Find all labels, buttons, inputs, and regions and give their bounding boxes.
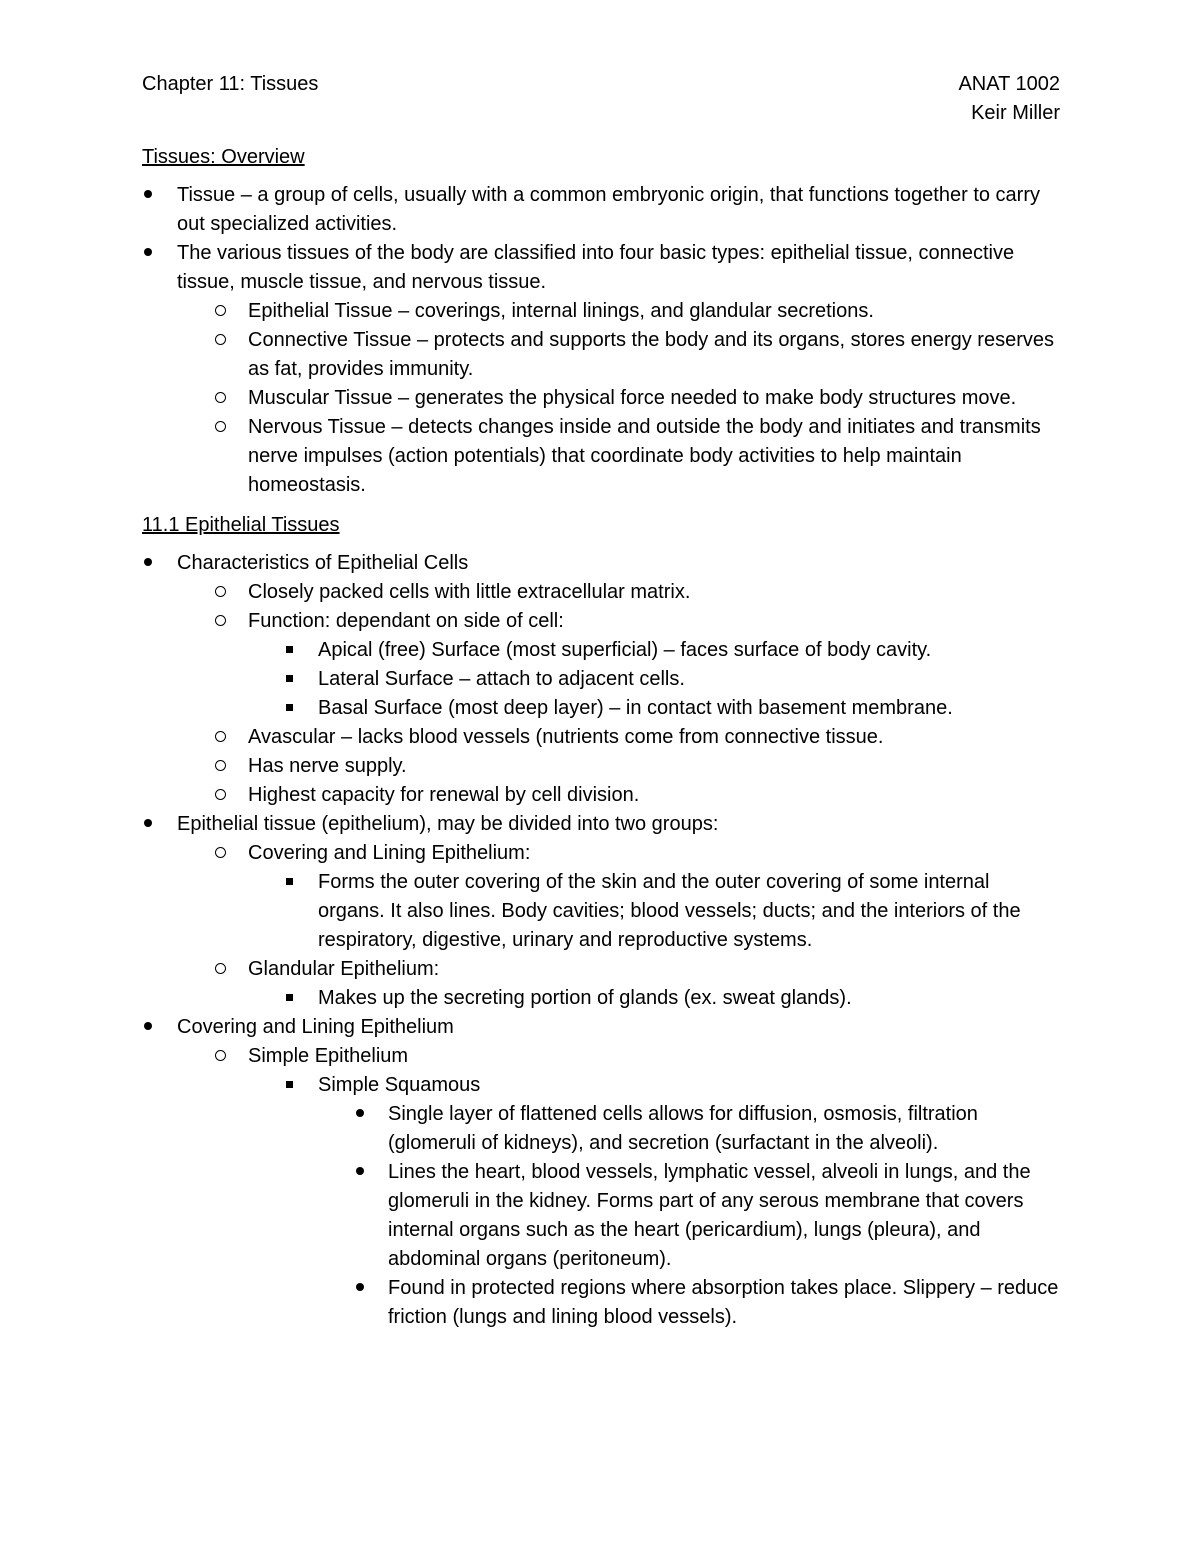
bullet-dot-icon — [138, 1013, 158, 1042]
list-item: Lines the heart, blood vessels, lymphatic vessel, alveoli in lungs, and the glomeruli in the kidney. Forms part of any serous membrane that covers internal organs such as the heart (pericardium), lungs (pleura), and abdominal organs (peritoneum). — [142, 1158, 1060, 1274]
bullet-dot-icon — [350, 1158, 370, 1187]
covering-detail-list — [142, 868, 1060, 955]
bullet-dot-icon — [138, 810, 158, 839]
list-item: Covering and Lining Epithelium — [142, 1013, 1060, 1042]
bullet-dot-icon — [350, 1100, 370, 1129]
bullet-circle-icon — [210, 607, 230, 636]
list-item: Basal Surface (most deep layer) – in contact with basement membrane. — [142, 694, 1060, 723]
bullet-circle-icon — [210, 752, 230, 781]
list-item: Glandular Epithelium: — [142, 955, 1060, 984]
bullet-dot-icon — [350, 1274, 370, 1303]
list-item: Makes up the secreting portion of glands (ex. sweat glands). — [142, 984, 1060, 1013]
squamous-details-list — [142, 1100, 1060, 1332]
bullet-dot-icon — [138, 549, 158, 578]
list-item: Covering and Lining Epithelium: — [142, 839, 1060, 868]
list-item: Has nerve supply. — [142, 752, 1060, 781]
list-item: Lateral Surface – attach to adjacent cells. — [142, 665, 1060, 694]
list-item: Function: dependant on side of cell: — [142, 607, 1060, 636]
bullet-dot-icon — [138, 239, 158, 268]
bullet-circle-icon — [210, 413, 230, 442]
overview-list — [142, 181, 1060, 297]
covering-lining-item — [142, 1013, 1060, 1042]
bullet-square-icon — [279, 868, 299, 897]
bullet-circle-icon — [210, 1042, 230, 1071]
groups-list — [142, 839, 1060, 868]
bullet-circle-icon — [210, 723, 230, 752]
list-item: The various tissues of the body are classified into four basic types: epithelial tissue, connective tissue, muscle tissue, and nervous tissue. — [142, 239, 1060, 297]
header-right — [958, 70, 1060, 128]
cell-surfaces-list — [142, 636, 1060, 723]
list-item: Forms the outer covering of the skin and the outer covering of some internal organs. It also lines. Body cavities; blood vessels; ducts; and the interiors of the respiratory, digestive, urinary and reproductive systems. — [142, 868, 1060, 955]
bullet-square-icon — [279, 694, 299, 723]
bullet-circle-icon — [210, 326, 230, 355]
epithelial-heading: 11.1 Epithelial Tissues — [142, 514, 340, 536]
list-item: Epithelial Tissue – coverings, internal linings, and glandular secretions. — [142, 297, 1060, 326]
list-item: Highest capacity for renewal by cell division. — [142, 781, 1060, 810]
list-item: Connective Tissue – protects and supports the body and its organs, stores energy reserves as fat, provides immunity. — [142, 326, 1060, 384]
list-item: Nervous Tissue – detects changes inside and outside the body and initiates and transmits nerve impulses (action potentials) that coordinate body activities to help maintain homeostasis. — [142, 413, 1060, 500]
list-item: Simple Squamous — [142, 1071, 1060, 1100]
list-item: Muscular Tissue – generates the physical force needed to make body structures move. — [142, 384, 1060, 413]
simple-epithelium-list — [142, 1042, 1060, 1071]
page-header — [142, 70, 1060, 128]
list-item: Single layer of flattened cells allows for diffusion, osmosis, filtration (glomeruli of kidneys), and secretion (surfactant in the alveoli). — [142, 1100, 1060, 1158]
tissue-types-list — [142, 297, 1060, 500]
glandular-list — [142, 955, 1060, 984]
bullet-square-icon — [279, 636, 299, 665]
characteristics-item — [142, 549, 1060, 578]
chapter-title: Chapter 11: Tissues — [142, 73, 319, 95]
simple-squamous-list — [142, 1071, 1060, 1100]
list-item: Epithelial tissue (epithelium), may be divided into two groups: — [142, 810, 1060, 839]
bullet-circle-icon — [210, 839, 230, 868]
bullet-dot-icon — [138, 181, 158, 210]
bullet-square-icon — [279, 665, 299, 694]
document-body — [142, 70, 1060, 1332]
bullet-circle-icon — [210, 578, 230, 607]
glandular-detail-list — [142, 984, 1060, 1013]
bullet-circle-icon — [210, 781, 230, 810]
characteristics-list — [142, 578, 1060, 636]
list-item: Closely packed cells with little extracellular matrix. — [142, 578, 1060, 607]
list-item: Tissue – a group of cells, usually with a common embryonic origin, that functions together to carry out specialized activities. — [142, 181, 1060, 239]
bullet-circle-icon — [210, 384, 230, 413]
list-item: Avascular – lacks blood vessels (nutrients come from connective tissue. — [142, 723, 1060, 752]
characteristics-rest-list — [142, 723, 1060, 810]
course-code: ANAT 1002 — [958, 73, 1060, 95]
groups-item — [142, 810, 1060, 839]
list-item: Found in protected regions where absorption takes place. Slippery – reduce friction (lungs and lining blood vessels). — [142, 1274, 1060, 1332]
list-item: Simple Epithelium — [142, 1042, 1060, 1071]
author-name: Keir Miller — [971, 102, 1060, 124]
overview-heading: Tissues: Overview — [142, 146, 305, 168]
bullet-circle-icon — [210, 955, 230, 984]
bullet-square-icon — [279, 1071, 299, 1100]
list-item: Apical (free) Surface (most superficial) – faces surface of body cavity. — [142, 636, 1060, 665]
bullet-circle-icon — [210, 297, 230, 326]
list-item: Characteristics of Epithelial Cells — [142, 549, 1060, 578]
bullet-square-icon — [279, 984, 299, 1013]
